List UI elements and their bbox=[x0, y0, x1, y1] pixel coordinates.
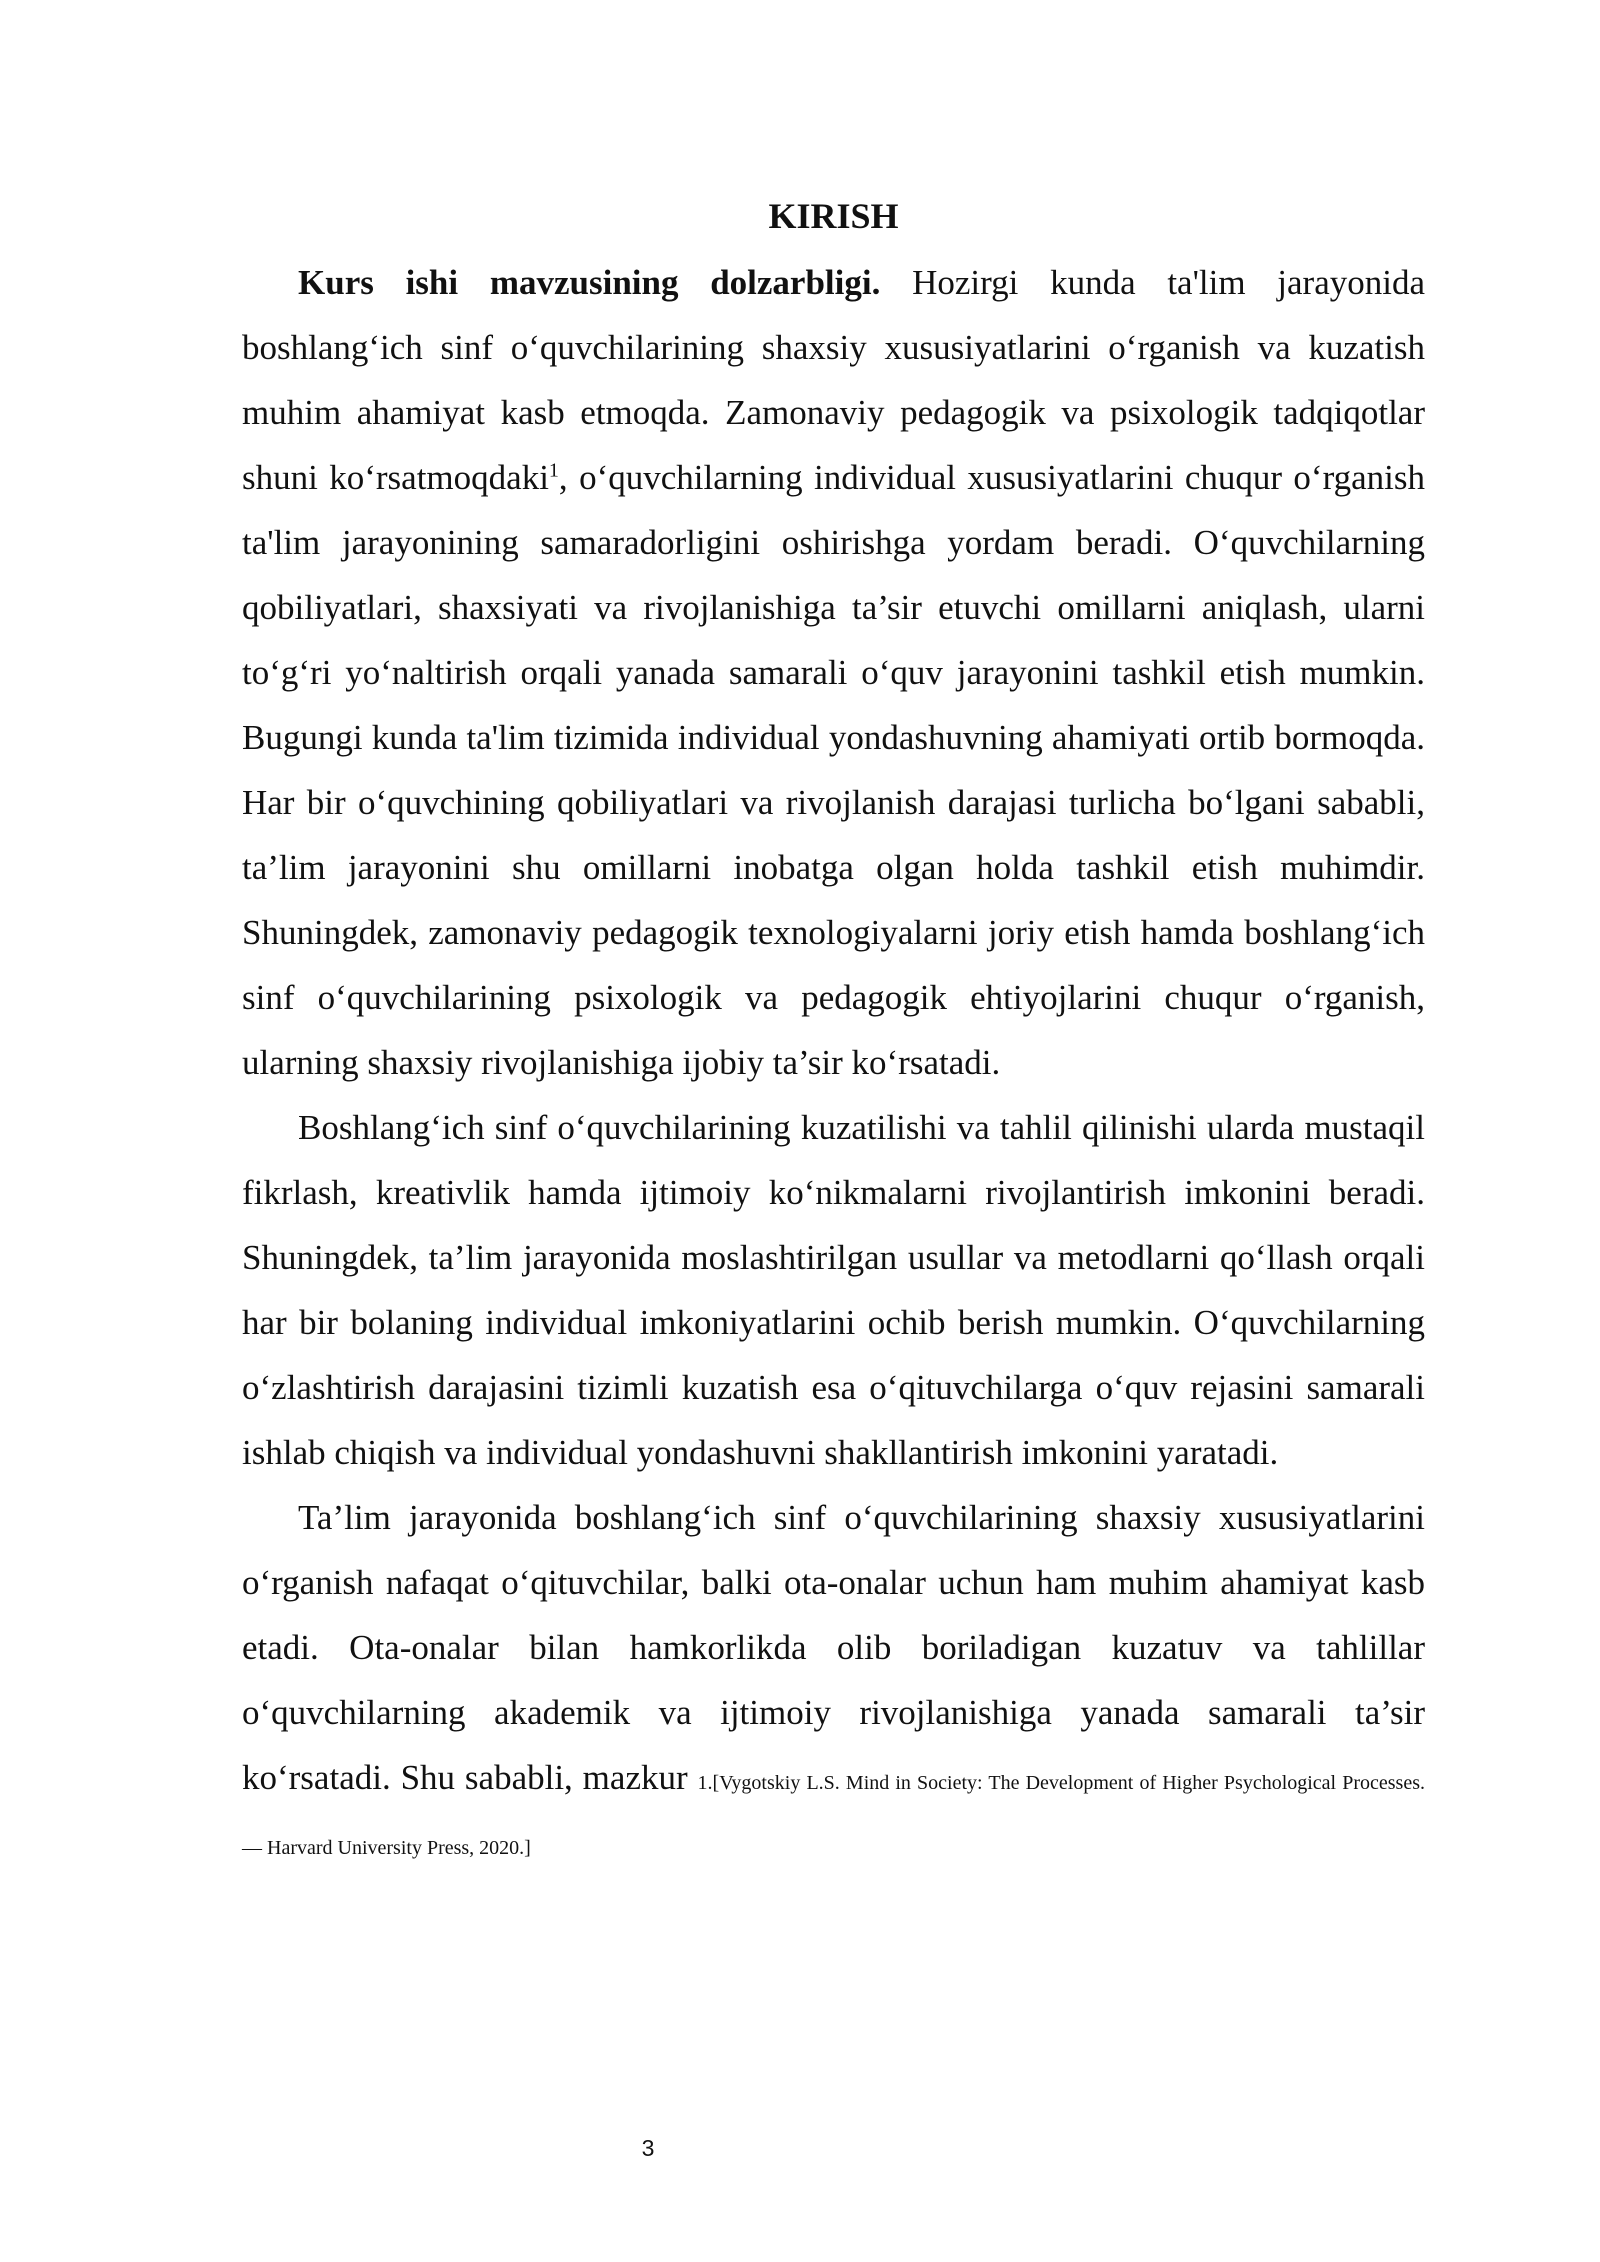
paragraph-text: Hozirgi kunda ta'lim jarayonida boshlang‘ich sinf o‘quvchilarining shaxsiy xususiyatlarini o‘rganish va kuzatish muhim ahamiyat kasb etmoqda. Zamonaviy pedagogik va psixologik tadqiqotlar shuni ko‘rsatmoqdaki bbox=[242, 263, 1425, 497]
footnote-number: 1. bbox=[697, 1772, 713, 1794]
paragraph-text: , o‘quvchilarning individual xususiyatlarini chuqur o‘rganish ta'lim jarayonining samaradorligini oshirishga yordam beradi. O‘quvchilarning qobiliyatlari, shaxsiyati va rivojlanishiga ta’sir etuvchi omillarni aniqlash, ularni to‘g‘ri yo‘naltirish orqali yanada samarali o‘quv jarayonini tashkil etish mumkin. Bugungi kunda ta'lim tizimida individual yondashuvning ahamiyati ortib bormoqda. Har bir o‘quvchining qobiliyatlari va rivojlanish darajasi turlicha bo‘lgani sababli, ta’lim jarayonini shu omillarni inobatga olgan holda tashkil etish muhimdir. Shuningdek, zamonaviy pedagogik texnologiyalarni joriy etish hamda boshlang‘ich sinf o‘quvchilarining psixologik va pedagogik ehtiyojlarini chuqur o‘rganish, ularning shaxsiy rivojlanishiga ijobiy ta’sir ko‘rsatadi. bbox=[242, 458, 1425, 1082]
section-heading: KIRISH bbox=[768, 196, 899, 236]
paragraph-parents bbox=[242, 1485, 1425, 1875]
footnote-text: [Vygotskiy L.S. Mind in Society: The Development of Higher Psychological Processes. — Harvard University Press, 2020.] bbox=[242, 1772, 1426, 1859]
footnote-reference-mark[interactable]: 1 bbox=[548, 459, 559, 482]
page-number: 3 bbox=[641, 2135, 655, 2161]
paragraph-observation: Boshlang‘ich sinf o‘quvchilarining kuzatilishi va tahlil qilinishi ularda mustaqil fikrlash, kreativlik hamda ijtimoiy ko‘nikmalarni rivojlantirish imkonini beradi. Shuningdek, ta’lim jarayonida moslashtirilgan usullar va metodlarni qo‘llash orqali har bir bolaning individual imkoniyatlarini ochib berish mumkin. O‘quvchilarning o‘zlashtirish darajasini tizimli kuzatish esa o‘qituvchilarga o‘quv rejasini samarali ishlab chiqish va individual yondashuvni shakllantirish imkonini yaratadi. bbox=[242, 1108, 1425, 1472]
paragraph-relevance bbox=[242, 250, 1425, 1095]
page-content bbox=[242, 190, 1425, 1875]
paragraph-text: Ta’lim jarayonida boshlang‘ich sinf o‘quvchilarining shaxsiy xususiyatlarini o‘rganish nafaqat o‘qituvchilar, balki ota-onalar uchun ham muhim ahamiyat kasb etadi. Ota-onalar bilan hamkorlikda olib boriladigan kuzatuv va tahlillar o‘quvchilarning akademik va ijtimoiy rivojlanishiga yanada samarali ta’sir ko‘rsatadi. Shu sababli, mazkur bbox=[242, 1498, 1425, 1797]
paragraph-lead-bold: Kurs ishi mavzusining dolzarbligi. bbox=[298, 263, 881, 302]
